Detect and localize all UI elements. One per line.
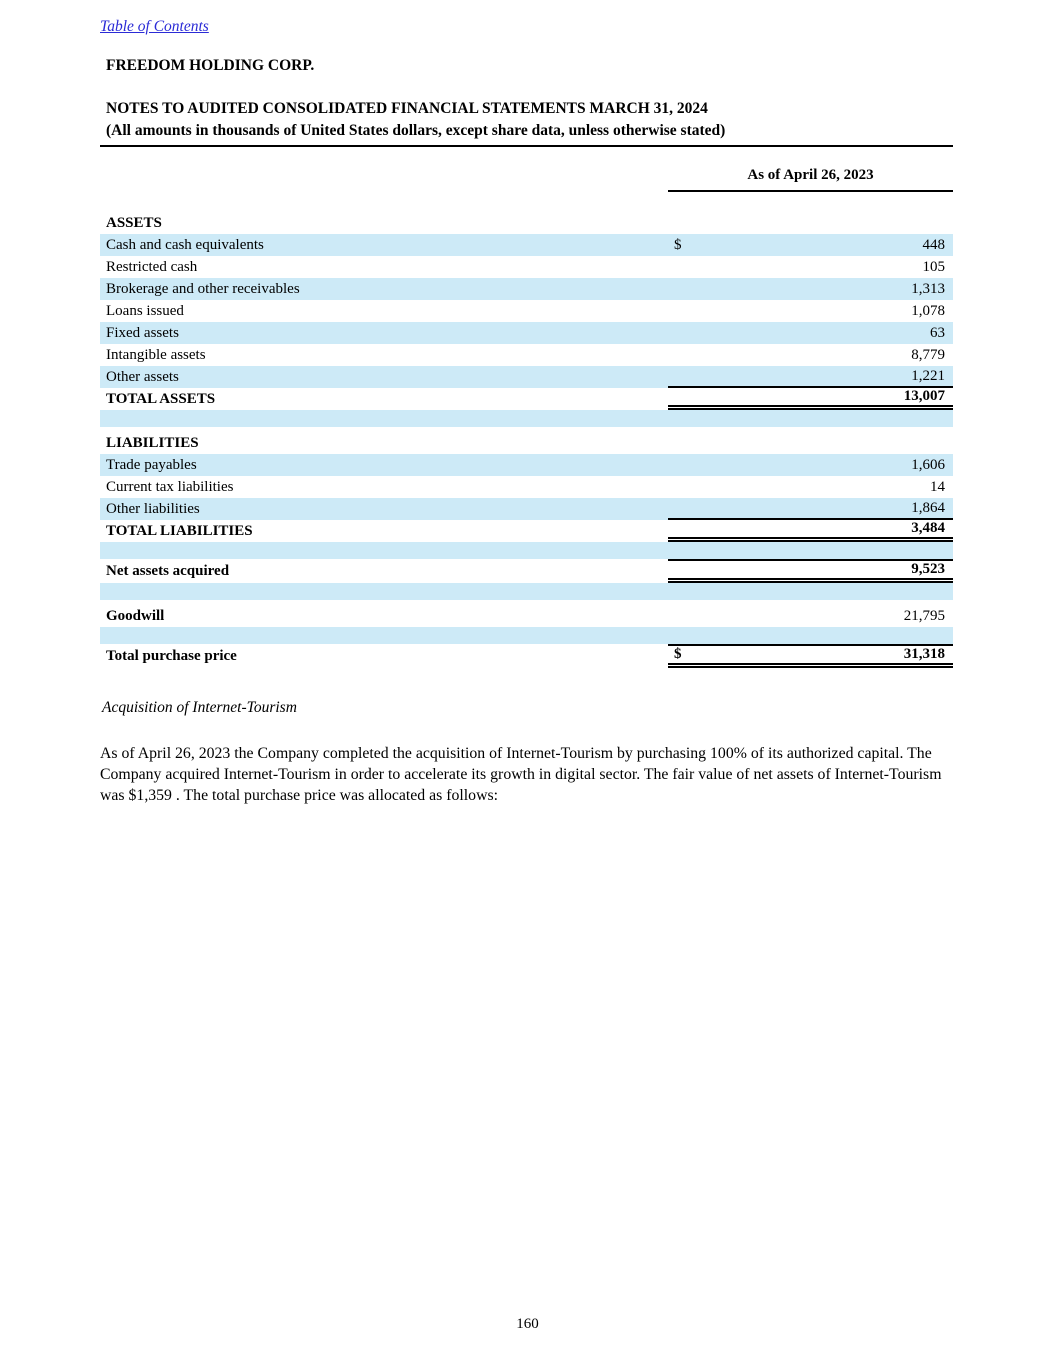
row-value-col xyxy=(668,366,953,388)
currency-symbol: $ xyxy=(674,646,682,662)
row-label: TOTAL LIABILITIES xyxy=(106,522,253,539)
row-value-col xyxy=(668,454,953,476)
table-row xyxy=(100,322,953,344)
table-row xyxy=(100,476,953,498)
row-value-col xyxy=(668,278,953,300)
row-value: 1,221 xyxy=(911,367,945,384)
table-row xyxy=(100,432,953,454)
row-label: Loans issued xyxy=(106,302,184,319)
row-label: Trade payables xyxy=(106,456,197,473)
column-header-cell xyxy=(668,163,953,192)
row-value-col xyxy=(668,322,953,344)
row-label: Current tax liabilities xyxy=(106,478,234,495)
row-value: 9,523 xyxy=(911,561,945,577)
document-subtitle: (All amounts in thousands of United States dollars, except share data, unless otherwise stated) xyxy=(106,122,726,139)
row-value: 1,864 xyxy=(911,499,945,516)
row-value-col xyxy=(668,256,953,278)
spacer-row xyxy=(100,583,953,600)
spacer-row xyxy=(100,627,953,644)
row-label: LIABILITIES xyxy=(106,434,199,451)
row-label: Fixed assets xyxy=(106,324,179,341)
header-rule xyxy=(100,145,953,147)
column-header-label: As of April 26, 2023 xyxy=(747,167,874,183)
row-value-col xyxy=(668,559,953,583)
table-row xyxy=(100,366,953,388)
row-label: Goodwill xyxy=(106,607,165,624)
table-row xyxy=(100,388,953,410)
row-value-col xyxy=(668,300,953,322)
row-label: Brokerage and other receivables xyxy=(106,280,300,297)
row-value: 13,007 xyxy=(903,388,945,404)
row-value: 14 xyxy=(930,478,945,495)
document-title: NOTES TO AUDITED CONSOLIDATED FINANCIAL STATEMENTS MARCH 31, 2024 xyxy=(106,100,708,117)
row-value-col xyxy=(668,498,953,520)
row-value: 1,313 xyxy=(911,280,945,297)
row-value: 8,779 xyxy=(911,346,945,363)
row-value-col xyxy=(668,476,953,498)
spacer-row xyxy=(100,542,953,559)
table-row xyxy=(100,278,953,300)
table-row xyxy=(100,559,953,583)
row-value-col xyxy=(668,388,953,410)
row-label: Other liabilities xyxy=(106,500,200,517)
row-value: 448 xyxy=(922,236,945,253)
row-label: Cash and cash equivalents xyxy=(106,236,264,253)
currency-symbol: $ xyxy=(674,236,682,253)
row-label: Total purchase price xyxy=(106,647,237,664)
table-row xyxy=(100,644,953,668)
row-value-col xyxy=(668,432,953,454)
acquisition-paragraph: As of April 26, 2023 the Company completed the acquisition of Internet-Tourism by purchasing 100% of its authorized capital. The Company acquired Internet-Tourism in order to accelerate its growth in digital sector. The fair value of net assets of Internet-Tourism was $1,359 . The total purchase price was allocated as follows: xyxy=(100,745,942,804)
row-value: 21,795 xyxy=(903,607,945,624)
toc-link[interactable]: Table of Contents xyxy=(100,18,209,35)
row-value: 1,606 xyxy=(911,456,945,473)
financial-table xyxy=(100,163,953,668)
spacer-row xyxy=(100,410,953,427)
table-row xyxy=(100,454,953,476)
table-row xyxy=(100,256,953,278)
section-heading-acquisition: Acquisition of Internet-Tourism xyxy=(102,699,297,716)
table-row xyxy=(100,212,953,234)
row-value-col xyxy=(668,212,953,234)
table-rows-container xyxy=(100,212,953,668)
document-title-block xyxy=(106,98,953,142)
row-value-col xyxy=(668,644,953,668)
table-row xyxy=(100,605,953,627)
table-row xyxy=(100,234,953,256)
row-value-col xyxy=(668,520,953,542)
table-row xyxy=(100,344,953,366)
page-number: 160 xyxy=(516,1316,539,1332)
row-label: Restricted cash xyxy=(106,258,198,275)
company-name: FREEDOM HOLDING CORP. xyxy=(106,57,315,74)
row-value: 63 xyxy=(930,324,945,341)
row-value-col xyxy=(668,344,953,366)
row-value: 105 xyxy=(922,258,945,275)
row-value: 31,318 xyxy=(903,646,945,662)
table-row xyxy=(100,300,953,322)
row-label: Intangible assets xyxy=(106,346,206,363)
row-value: 1,078 xyxy=(911,302,945,319)
row-value-col xyxy=(668,234,953,256)
row-label: ASSETS xyxy=(106,214,162,231)
row-label: TOTAL ASSETS xyxy=(106,390,216,407)
row-label: Net assets acquired xyxy=(106,562,230,579)
row-label: Other assets xyxy=(106,368,179,385)
table-row xyxy=(100,520,953,542)
row-value: 3,484 xyxy=(911,520,945,536)
row-value-col xyxy=(668,605,953,627)
table-row xyxy=(100,498,953,520)
table-column-header-row xyxy=(100,163,953,192)
